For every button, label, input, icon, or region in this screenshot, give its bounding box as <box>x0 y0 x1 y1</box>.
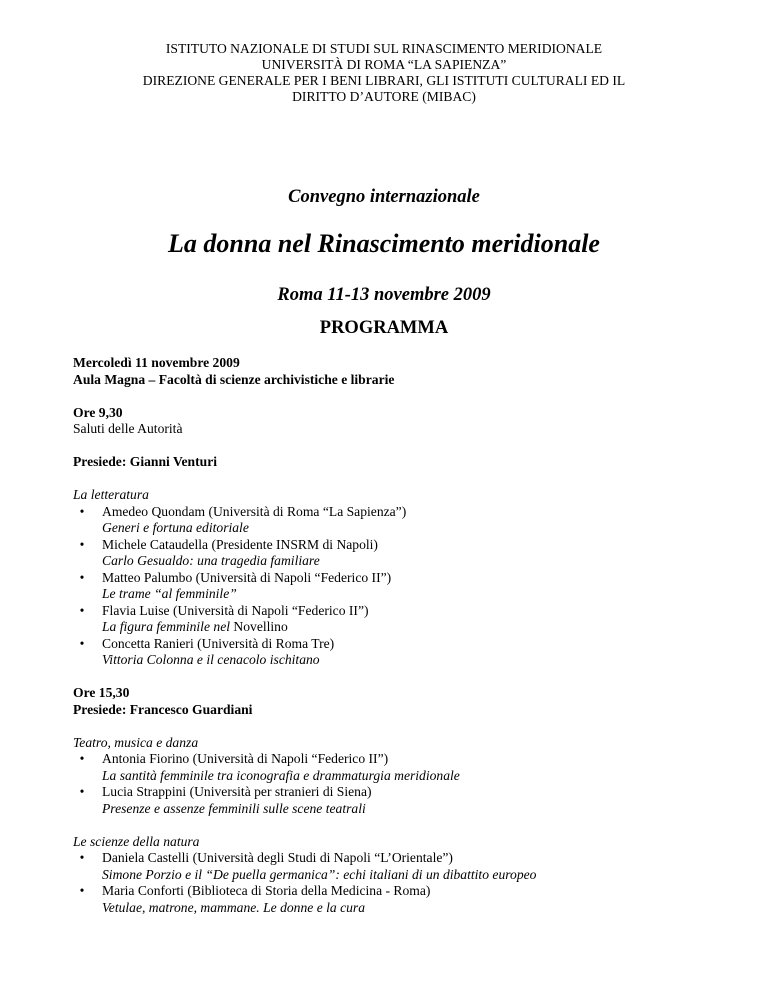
bullet-icon: • <box>79 850 85 865</box>
opening-time: Ore 9,30 <box>73 404 123 420</box>
talk-title <box>102 619 733 636</box>
header-line: DIREZIONE GENERALE PER I BENI LIBRARI, GLI ISTITUTI CULTURALI ED IL <box>142 73 626 88</box>
talk-title: Carlo Gesualdo: una tragedia familiare <box>102 553 320 568</box>
list-item <box>73 504 733 537</box>
talk-title-prefix: La figura femminile nel <box>102 619 234 634</box>
bullet-icon: • <box>79 784 85 799</box>
talk-speaker: Concetta Ranieri (Università di Roma Tre) <box>102 635 335 651</box>
talk-speaker: Antonia Fiorino (Università di Napoli “Federico II”) <box>102 751 389 766</box>
talk-speaker: Maria Conforti (Biblioteca di Storia della Medicina - Roma) <box>102 883 431 898</box>
event-title: La donna nel Rinascimento meridionale <box>168 229 600 258</box>
venue: Aula Magna – Facoltà di scienze archivistiche e librarie <box>73 371 395 387</box>
list-item <box>73 636 733 669</box>
list-item <box>73 784 733 817</box>
session-title-teatro: Teatro, musica e danza <box>73 734 199 750</box>
day-date: Mercoledì 11 novembre 2009 <box>73 355 240 370</box>
bullet-icon: • <box>79 751 85 766</box>
talk-title: Presenze e assenze femminili sulle scene teatrali <box>102 800 366 816</box>
bullet-icon: • <box>79 635 85 651</box>
institution-header <box>0 41 768 105</box>
header-line: DIRITTO D’AUTORE (MIBAC) <box>292 89 476 104</box>
bullet-icon: • <box>79 569 85 585</box>
list-item <box>73 537 733 570</box>
bullet-icon: • <box>79 536 85 552</box>
talk-list-letteratura <box>73 504 733 669</box>
talk-title-work: Novellino <box>233 619 288 634</box>
talk-title: Simone Porzio e il “De puella germanica”: echi italiani di un dibattito europeo <box>102 866 537 882</box>
program-heading: PROGRAMMA <box>319 318 449 338</box>
talk-speaker: Amedeo Quondam (Università di Roma “La Sapienza”) <box>102 503 407 519</box>
event-place-date: Roma 11-13 novembre 2009 <box>277 285 491 305</box>
talk-speaker: Flavia Luise (Università di Napoli “Federico II”) <box>102 602 369 618</box>
talk-list-scienze <box>73 850 733 916</box>
bullet-icon: • <box>79 503 85 519</box>
afternoon-time: Ore 15,30 <box>73 685 130 700</box>
chair-afternoon: Presiede: Francesco Guardiani <box>73 701 253 717</box>
talk-speaker: Michele Cataudella (Presidente INSRM di Napoli) <box>102 536 378 552</box>
header-line: UNIVERSITÀ DI ROMA “LA SAPIENZA” <box>261 57 507 72</box>
talk-speaker: Matteo Palumbo (Università di Napoli “Federico II”) <box>102 569 392 585</box>
bullet-icon: • <box>79 602 85 618</box>
list-item <box>73 883 733 916</box>
list-item <box>73 603 733 636</box>
talk-title: Le trame “al femminile” <box>102 586 237 601</box>
talk-title: Vetulae, matrone, mammane. Le donne e la cura <box>102 899 366 915</box>
talk-title: Generi e fortuna editoriale <box>102 520 249 535</box>
chair-morning: Presiede: Gianni Venturi <box>73 454 218 469</box>
bullet-icon: • <box>79 883 85 898</box>
session-title-scienze: Le scienze della natura <box>73 833 200 849</box>
session-title-letteratura: La letteratura <box>73 487 149 502</box>
talk-list-teatro <box>73 751 733 817</box>
talk-title: Vittoria Colonna e il cenacolo ischitano <box>102 652 320 667</box>
talk-speaker: Daniela Castelli (Università degli Studi di Napoli “L’Orientale”) <box>102 850 453 865</box>
talk-speaker: Lucia Strappini (Università per stranieri di Siena) <box>102 784 372 799</box>
program-body <box>73 355 733 916</box>
event-type: Convegno internazionale <box>288 187 480 207</box>
opening-text: Saluti delle Autorità <box>73 421 183 436</box>
list-item <box>73 570 733 603</box>
header-line: ISTITUTO NAZIONALE DI STUDI SUL RINASCIMENTO MERIDIONALE <box>165 41 603 56</box>
list-item <box>73 751 733 784</box>
talk-title: La santità femminile tra iconografia e drammaturgia meridionale <box>102 767 460 783</box>
list-item <box>73 850 733 883</box>
